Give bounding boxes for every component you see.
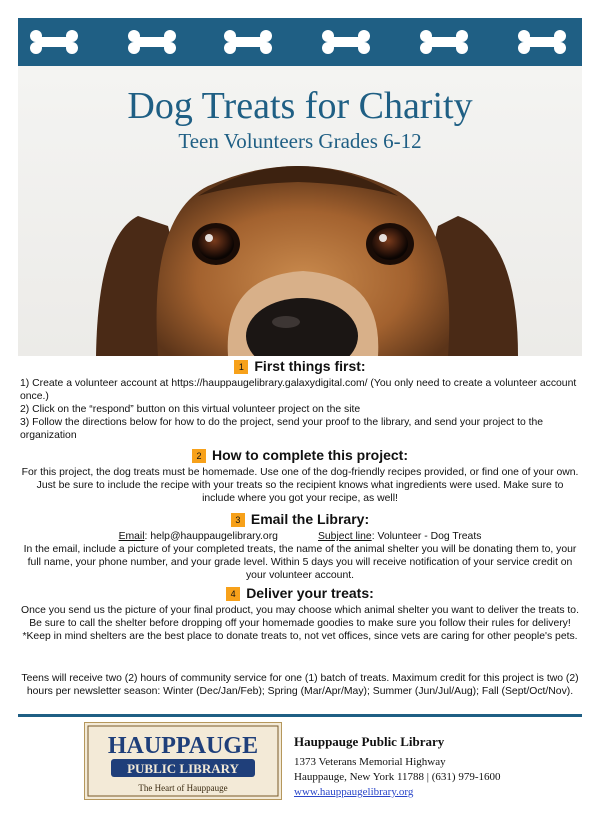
section-first-things <box>20 360 580 442</box>
footer-divider <box>18 714 582 717</box>
instruction-line: 3) Follow the directions below for how to do the project, send your proof to the library, and send your project to the organization <box>20 417 544 441</box>
instruction-line: 1) Create a volunteer account at https://hauppaugelibrary.galaxydigital.com/ (You only need to create a volunteer account once.) <box>20 378 577 402</box>
email-label: Email <box>118 531 145 542</box>
step-badge: 2 <box>192 449 206 463</box>
logo-line1: HAUPPAUGE <box>107 733 259 759</box>
page-subtitle: Teen Volunteers Grades 6-12 <box>178 129 422 153</box>
section-email-library <box>20 513 580 582</box>
step-badge: 3 <box>231 513 245 527</box>
section-heading <box>20 449 580 463</box>
bone-icon <box>420 30 468 54</box>
subject-label: Subject line <box>317 531 372 542</box>
library-website-link[interactable]: www.hauppaugelibrary.org <box>294 786 414 798</box>
section-heading <box>20 513 580 527</box>
section-heading <box>20 360 580 374</box>
instruction-line: 2) Click on the “respond” button on this virtual volunteer project on the site <box>20 404 361 415</box>
library-address: 1373 Veterans Memorial Highway <box>294 756 446 768</box>
subject-value: : Volunteer - Dog Treats <box>371 531 482 542</box>
email-address[interactable]: : help@hauppaugelibrary.org <box>144 531 278 542</box>
section-heading <box>20 587 580 601</box>
bone-icon <box>128 30 176 54</box>
section-body: Once you send us the picture of your final product, you may choose which animal shelter you want to deliver the treats to. Be sure to call the shelter before dropping off your homemade goodies to make sure you follow their rules for delivery! *Keep in mind shelters are the best place to donate treats to, not vet offices, since vets are caring for other people's pets. <box>21 605 579 642</box>
library-contact <box>294 734 501 800</box>
hero-image <box>18 66 582 356</box>
section-body: In the email, include a picture of your completed treats, the name of the animal shelter you will be donating them to, your full name, your phone number, and your grade level. Within 5 days you will receive notification of your service credit on your volunteer account. <box>23 544 577 581</box>
email-details <box>20 530 580 543</box>
section-body: For this project, the dog treats must be homemade. Use one of the dog-friendly recipes provided, or find one of your own. Just be sure to include the recipe with your treats so the recipient knows what ingredients were used. Make sure to include where you got your recipe, as well! <box>21 467 579 504</box>
bone-banner <box>18 18 582 66</box>
section-title: Deliver your treats: <box>246 585 374 601</box>
page-title: Dog Treats for Charity <box>127 85 473 127</box>
library-city-phone: Hauppauge, New York 11788 | (631) 979-1600 <box>294 771 501 783</box>
section-deliver-treats <box>20 587 580 643</box>
logo-line2: PUBLIC LIBRARY <box>127 761 239 776</box>
bone-icon <box>322 30 370 54</box>
logo-tagline: The Heart of Hauppauge <box>138 783 228 793</box>
bone-icon <box>30 30 78 54</box>
section-title: How to complete this project: <box>211 447 408 463</box>
section-how-to-complete <box>20 449 580 505</box>
library-logo <box>84 722 282 800</box>
bone-icon <box>518 30 566 54</box>
section-title: First things first: <box>254 358 366 374</box>
library-name: Hauppauge Public Library <box>294 734 445 749</box>
step-badge: 4 <box>226 587 240 601</box>
step-badge: 1 <box>234 360 248 374</box>
bone-icon <box>224 30 272 54</box>
section-title: Email the Library: <box>250 511 370 527</box>
credit-note: Teens will receive two (2) hours of community service for one (1) batch of treats. Maximum credit for this project is two (2) hours per newsletter season: Winter (Dec/Jan/Feb); Spring (Mar/Apr/May); Summer (Jun/Jul/Aug); Fall (Sept/Oct/Nov). <box>21 673 579 697</box>
